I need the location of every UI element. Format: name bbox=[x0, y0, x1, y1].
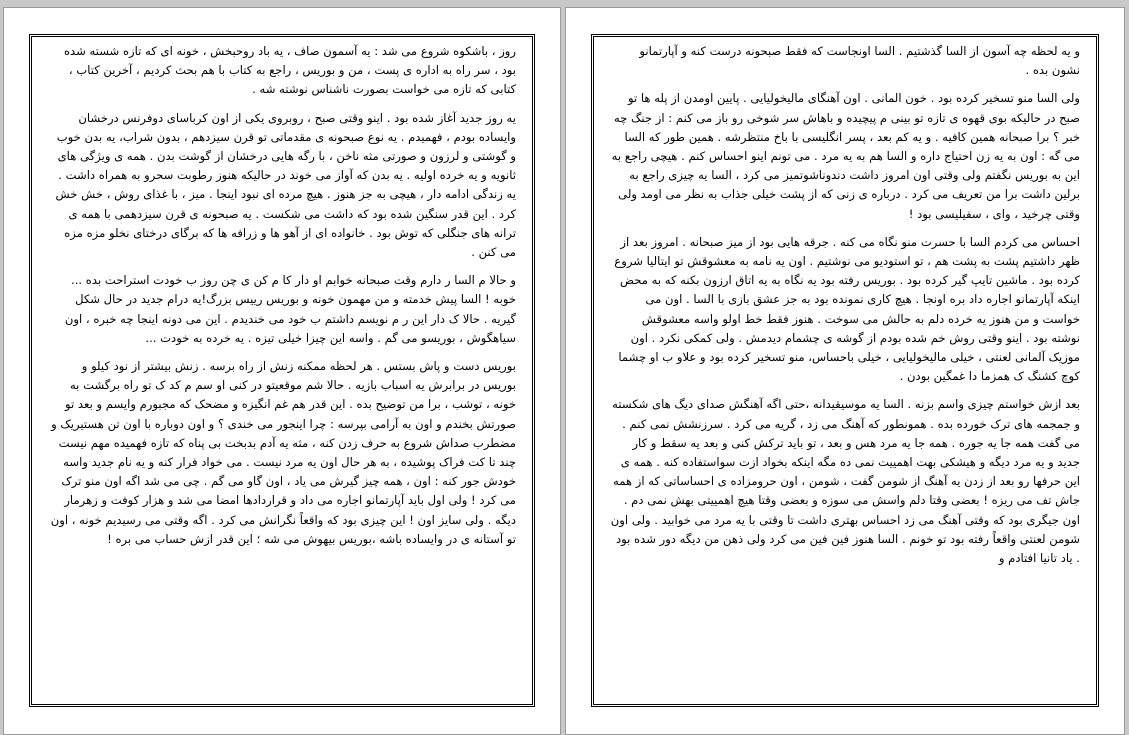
paragraph: بوریس دست و پاش بستس . هر لحظه ممکنه زنش از راه برسه . زنش بیشتر از نود کیلو و بوریس در برابرش یه اسباب بازیه . حالا شم موقعیتو در کنی او سم م کد ک تو راه برگشت به خونه ، توشب ، برا من توضیح بده . این قدر هم غم انگیزه و مضحک که مجبورم وایسم و بعد تو صورتش بخندم و اون به آرامی بپرسه : چرا اینجور می خندی ؟ و اون دوباره با اون تن هستیریک و مضطرب صداش شروع به حرف زدن کنه ، مثه یه آدم بدبخت بی پناه که تازه فهمیده مهم نیست چند تا کت فراک پوشیده ، به هر حال اون یه مرد نیست . می خواد فرار کنه و یه نام جدید واسه خودش جور کنه : اون ، همه چیز گیرش می یاد ، اون گاو می گم . چی می شد اگه اون منو ترک می کرد ! ولی اول باید آپارتمانو اجاره می داد و قراردادها امضا می شد و هزار کوفت و زهرمار دیگه . ولی سایز اون ! این چیزی بود که واقعاً نگرانش می کرد . اگه وقتی می رسیدیم خونه ، اون تو آستانه ی در وایساده باشه ،بوریس بیهوش می شه ؛ این قدر ازش حساب می بره ! bbox=[50, 359, 516, 546]
paragraph: و یه لحظه چه آسون از السا گذشتیم . السا اونجاست که فقط صبحونه درست کنه و آپارتمانو نشون بده . bbox=[639, 44, 1080, 78]
paragraph: ولی السا منو تسخیر کرده بود . خون المانی . اون آهنگای مالیخولیایی . پایین اومدن از پله ها تو صبح در حالیکه بوی قهوه ی تازه تو بینی م پیچیده و باهاش سر شوخی رو باز می کنم : از جنگ چه خبر ؟ برا صبحانه همین کافیه . و یه کم بعد ، پسر انگلیسی با باخ منتظرشه . همین طور که السا می گه : اون به یه زن احتیاج داره و السا هم به یه مرد . می تونم اینو احساس کنم . هیچی راجع به این به بوریس نگفتم ولی وقتی اون امروز داشت دندوناشوتمیز می کرد ، السا یه چیزی راجع به برلین داشت برا من تعریف می کرد . درباره ی زنی که از پشت خیلی جذاب به نظر می اومد ولی وقتی چرخید ، وای ، سفیلیسی بود ! bbox=[611, 91, 1080, 221]
page-text-right bbox=[610, 42, 1080, 704]
page-text-left bbox=[48, 42, 516, 704]
paragraph: روز ، باشکوه شروع می شد : یه آسمون صاف ، یه باد روحبخش ، خونه ای که تازه شسته شده بود ، سر راه به اداره ی پست ، من و بوریس ، راجع به کتاب با هم بحث کردیم ، آخرین کتاب ، کتابی که تازه می خواست بصورت ناشناس نوشته شه . bbox=[63, 44, 516, 97]
document-page-right bbox=[565, 7, 1125, 735]
paragraph: یه روز جدید آغاز شده بود . اینو وقتی صبح ، روبروی یکی از اون کرباسای دوفرنس درخشان وایساده بودم ، فهمیدم . یه نوع صبحونه ی مقدماتی تو قرن سیزدهم ، بدون شراب، یه بدن خوب و گوشتی و لرزون و صورتی مثه ناخن ، با رگه هایی درخشان از گوشت بدن . همه ی ویژگی های ثانویه و یه خرده اولیه . یه بدن که آواز می خوند در حالیکه هنوز رطوبت سحرو به همراه داشت . یه زندگی ادامه دار ، هیچی به جز هنوز . هیچ مرده ای نبود اینجا . میز ، با غذای روش ، خش خش کرد . این قدر سنگین شده بود که داشت می شکست . یه صبحونه ی قرن سیزدهمی با همه ی ترانه های جنگلی که توش بود . خانواده ای از آهو ها و زرافه ها که برگای درختای نخلو مزه مزه می کنن . bbox=[55, 110, 516, 260]
document-page-left bbox=[3, 7, 561, 735]
paragraph: احساس می کردم السا با حسرت منو نگاه می کنه . جرقه هایی بود از میز صبحانه . امروز بعد از ظهر داشتیم پشت به پشت هم ، تو استودیو می نوشتیم . اون یه نامه به معشوقش تو ایتالیا شروع کرده بود . ماشین تایپ گیر کرده بود . بوریس رفته بود یه نگاه به یه اتاق ارزون بکنه که به محض اینکه آپارتمانو اجاره داد بره اونجا . هیچ کاری نمونده بود به جز عشق بازی با السا . اون می خواست و من هنوز یه خرده دلم به حالش می سوخت . هنوز فقط خط اولو واسه معشوقش نوشته بود . اینو وقتی روش خم شده بودم از گوشه ی چشمام دیدمش . ولی کمکی نکرد . اون موزیک آلمانی لعنتی ، خیلی مالیخولیایی ، خیلی باحساس، منو تسخیر کرده بود و علاو ب او چشما کوچ کشنگ ک همزما دا غمگین بودن . bbox=[614, 234, 1080, 384]
paragraph: و حالا م السا ر دارم وقت صبحانه خوابم او دار کا م کن ی چن روز ب خودت استراحت بده ... خوبه ! السا پیش خدمته و من مهمون خونه و بوریس رییس بزرگ!یه درام جدید در حال شکل گیریه . حالا ک دار این ر م نویسم داشتم ب خود می خندیدم . این می دونه اینجا چه خبره ، اون سیاهگوش ، بوریسو می گم . واسه این چیزا خیلی تیزه . یه خرده به خودت ... bbox=[64, 273, 516, 345]
paragraph: بعد ازش خواستم چیزی واسم بزنه . السا یه موسیقیدانه ،حتی اگه آهنگش صدای دیگ های شکسته و جمجمه های ترک خورده بده . همونطور که آهنگ می زد ، گریه می کرد . سرزنشش نمی کنم . می گفت همه جا یه جوره . همه جا یه مرد هس و بعد ، تو باید ترکش کنی و بعد یه سقط و کار جدید و یه مرد دیگه و هیشکی بهت اهمییت نمی ده مگه اینکه بخواد ازت سواستفاده کنه . همه ی این حرفها رو بعد از زدن یه آهنگ از شومن گفت ، شومن ، اون حرومزاده ی احساساتی که از همه جاش تف می ریزه ! بعضی وقتا دلم واسش می سوزه و بعضی وقتا هیچ اهمییتی بهش نمی دم . اون جیگری بود که وقتی آهنگ می زد احساس بهتری داشت تا وقتی با یه مرد می خوابید . ولی اون شومن لعنتی واقعاً رفته بود تو خونم . السا هنوز فین فین می کرد ولی ذهن من دیگه دور شده بود . یاد تانیا افتادم و bbox=[610, 397, 1080, 566]
